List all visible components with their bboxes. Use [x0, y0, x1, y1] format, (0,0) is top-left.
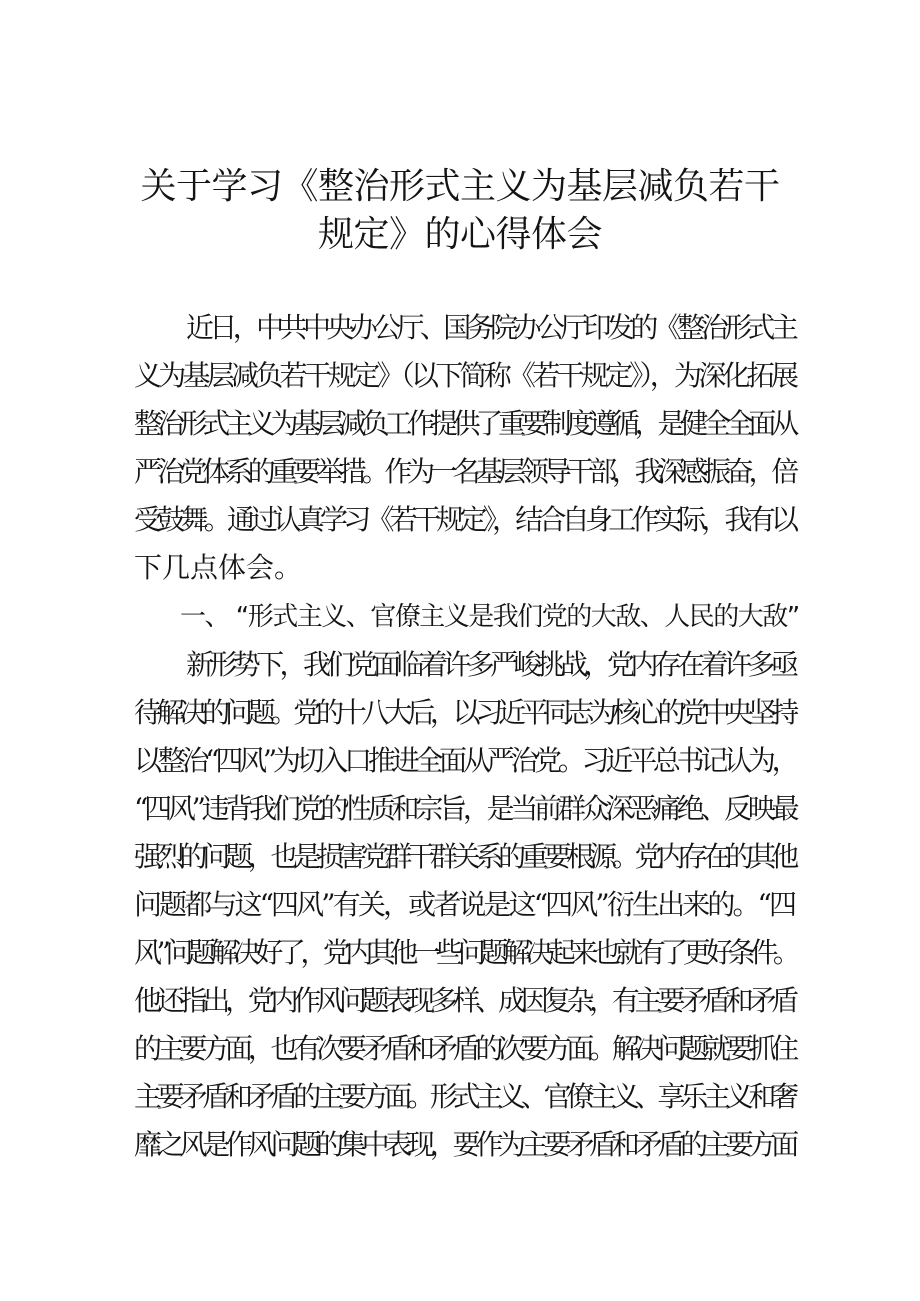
section-1-paragraph-line: 他还指出，党内作风问题表现多样、成因复杂，有主要矛盾和矛盾	[134, 984, 794, 1017]
section-1-paragraph-line: 靡之风是作风问题的集中表现，要作为主要矛盾和矛盾的主要方面	[134, 1128, 794, 1161]
document-title-line-1: 关于学习《整治形式主义为基层减负若干	[140, 166, 780, 207]
section-1-paragraph-line: 待解决的问题。党的十八大后，以习近平同志为核心的党中央坚持	[134, 696, 794, 729]
section-1-heading: 一、 “形式主义、官僚主义是我们党的大敌、人民的大敌”	[180, 602, 799, 632]
section-1-paragraph-line: 的主要方面，也有次要矛盾和矛盾的次要方面。解决问题就要抓住	[134, 1032, 794, 1065]
section-1-paragraph-line: 以整治“四风”为切入口推进全面从严治党。习近平总书记认为，	[134, 744, 796, 777]
section-1-paragraph-line: 问题都与这“四风”有关，或者说是这“四风”衍生出来的。“四	[134, 888, 794, 921]
document-title-line-2: 规定》的心得体会	[317, 214, 602, 255]
section-1-paragraph-line: 风”问题解决好了，党内其他一些问题解决起来也就有了更好条件。	[134, 936, 796, 969]
intro-paragraph-line: 下几点体会。	[134, 551, 303, 584]
section-1-paragraph-line: “四风”违背我们党的性质和宗旨，是当前群众深恶痛绝、反映最	[134, 792, 796, 825]
intro-paragraph-line: 整治形式主义为基层减负工作提供了重要制度遵循，是健全全面从	[134, 407, 794, 440]
intro-paragraph-line: 受鼓舞。通过认真学习《若干规定》，结合自身工作实际，我有以	[134, 503, 795, 536]
section-1-paragraph-line: 主要矛盾和矛盾的主要方面。形式主义、官僚主义、享乐主义和奢	[134, 1080, 794, 1113]
section-1-paragraph-line: 新形势下，我们党面临着许多严峻挑战，党内存在着许多亟	[186, 648, 794, 681]
intro-paragraph-line: 近日，中共中央办公厅、国务院办公厅印发的《整治形式主	[186, 311, 794, 344]
intro-paragraph-line: 义为基层减负若干规定》（以下简称《若干规定》），为深化拓展	[134, 359, 796, 392]
section-1-paragraph-line: 强烈的问题，也是损害党群干群关系的重要根源。党内存在的其他	[134, 840, 794, 873]
intro-paragraph-line: 严治党体系的重要举措。作为一名基层领导干部，我深感振奋，倍	[134, 455, 794, 488]
